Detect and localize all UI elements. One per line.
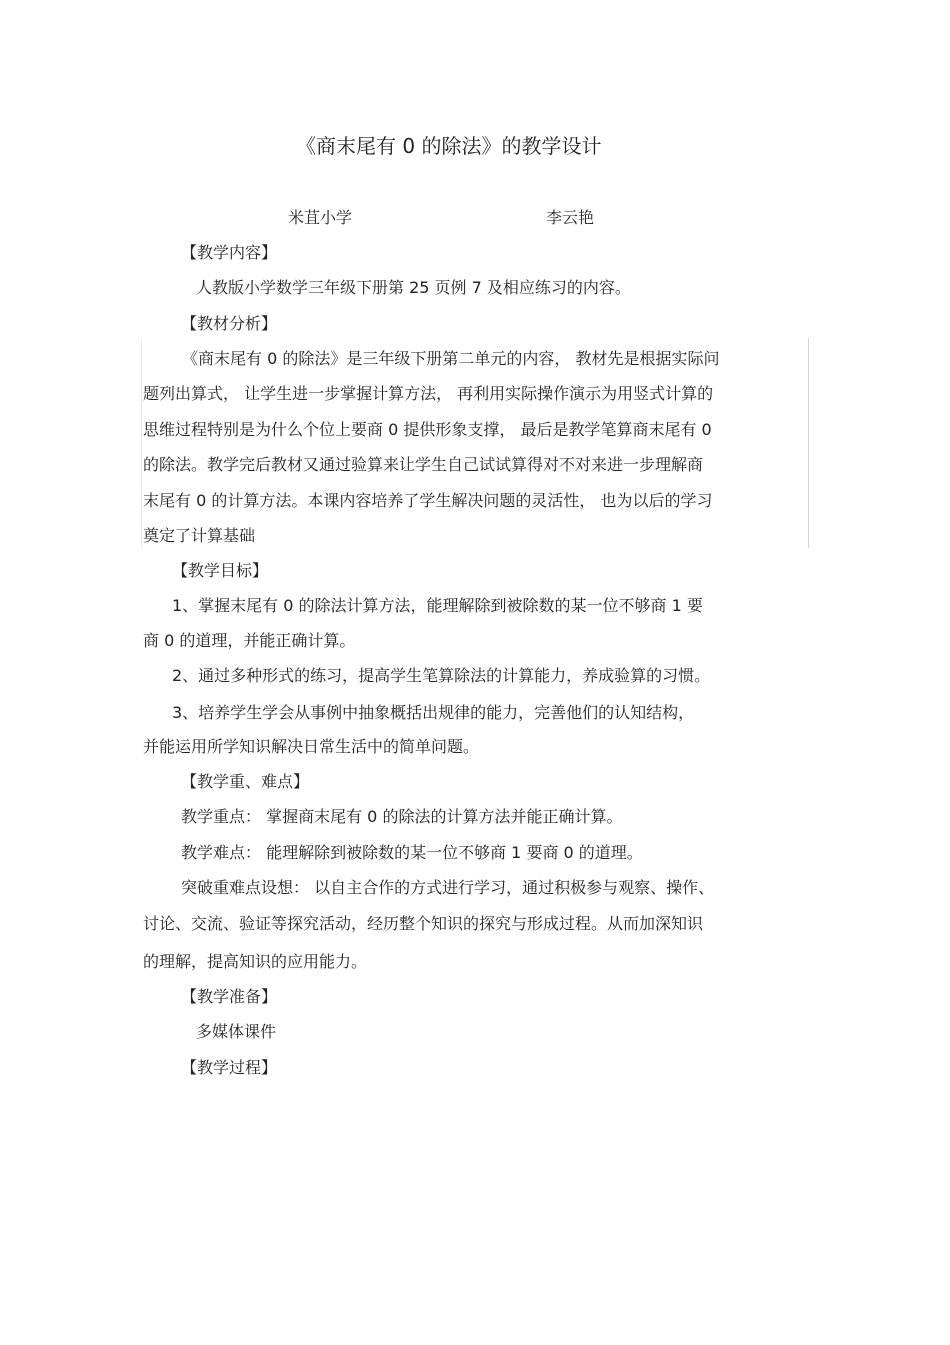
author-name: 李云艳 bbox=[546, 208, 595, 227]
analysis-line: 奠定了计算基础 bbox=[143, 526, 256, 545]
key-point-line: 教学重点： 掌握商末尾有 0 的除法的计算方法并能正确计算。 bbox=[181, 807, 623, 826]
analysis-line: 《商末尾有 0 的除法》是三年级下册第二单元的内容， 教材先是根据实际问 bbox=[182, 349, 720, 368]
key-point-line: 突破重难点设想： 以自主合作的方式进行学习，通过积极参与观察、操作、 bbox=[181, 878, 715, 897]
school-name: 米苴小学 bbox=[288, 208, 353, 227]
section-heading-key-points: 【教学重、难点】 bbox=[181, 772, 310, 791]
content-text: 人教版小学数学三年级下册第 25 页例 7 及相应练习的内容。 bbox=[196, 278, 631, 297]
objective-line: 1、掌握末尾有 0 的除法计算方法，能理解除到被除数的某一位不够商 1 要 bbox=[172, 596, 703, 615]
analysis-line: 思维过程特别是为什么个位上要商 0 提供形象支撑， 最后是教学笔算商末尾有 0 bbox=[143, 420, 712, 439]
preparation-text: 多媒体课件 bbox=[196, 1022, 277, 1041]
section-heading-content: 【教学内容】 bbox=[181, 243, 278, 262]
section-heading-preparation: 【教学准备】 bbox=[181, 987, 278, 1006]
objective-line: 商 0 的道理，并能正确计算。 bbox=[143, 631, 356, 650]
section-heading-analysis: 【教材分析】 bbox=[181, 314, 278, 333]
key-point-line: 教学难点： 能理解除到被除数的某一位不够商 1 要商 0 的道理。 bbox=[181, 843, 643, 862]
analysis-line: 末尾有 0 的计算方法。本课内容培养了学生解决问题的灵活性， 也为以后的学习 bbox=[143, 491, 713, 510]
analysis-line: 的除法。教学完后教材又通过验算来让学生自己试试算得对不对来进一步理解商 bbox=[143, 455, 704, 474]
section-heading-objectives: 【教学目标】 bbox=[172, 561, 269, 580]
key-point-line: 讨论、交流、验证等探究活动，经历整个知识的探究与形成过程。从而加深知识 bbox=[143, 914, 704, 933]
objective-line: 并能运用所学知识解决日常生活中的简单问题。 bbox=[143, 737, 480, 756]
document-title: 《商末尾有 0 的除法》的教学设计 bbox=[296, 134, 602, 158]
objective-line: 3、培养学生学会从事例中抽象概括出规律的能力，完善他们的认知结构， bbox=[172, 703, 695, 722]
analysis-line: 题列出算式， 让学生进一步掌握计算方法， 再利用实际操作演示为用竖式计算的 bbox=[143, 384, 714, 403]
section-heading-process: 【教学过程】 bbox=[181, 1058, 278, 1077]
key-point-line: 的理解，提高知识的应用能力。 bbox=[143, 952, 368, 971]
analysis-box bbox=[141, 338, 809, 548]
objective-line: 2、通过多种形式的练习，提高学生笔算除法的计算能力，养成验算的习惯。 bbox=[172, 666, 711, 685]
